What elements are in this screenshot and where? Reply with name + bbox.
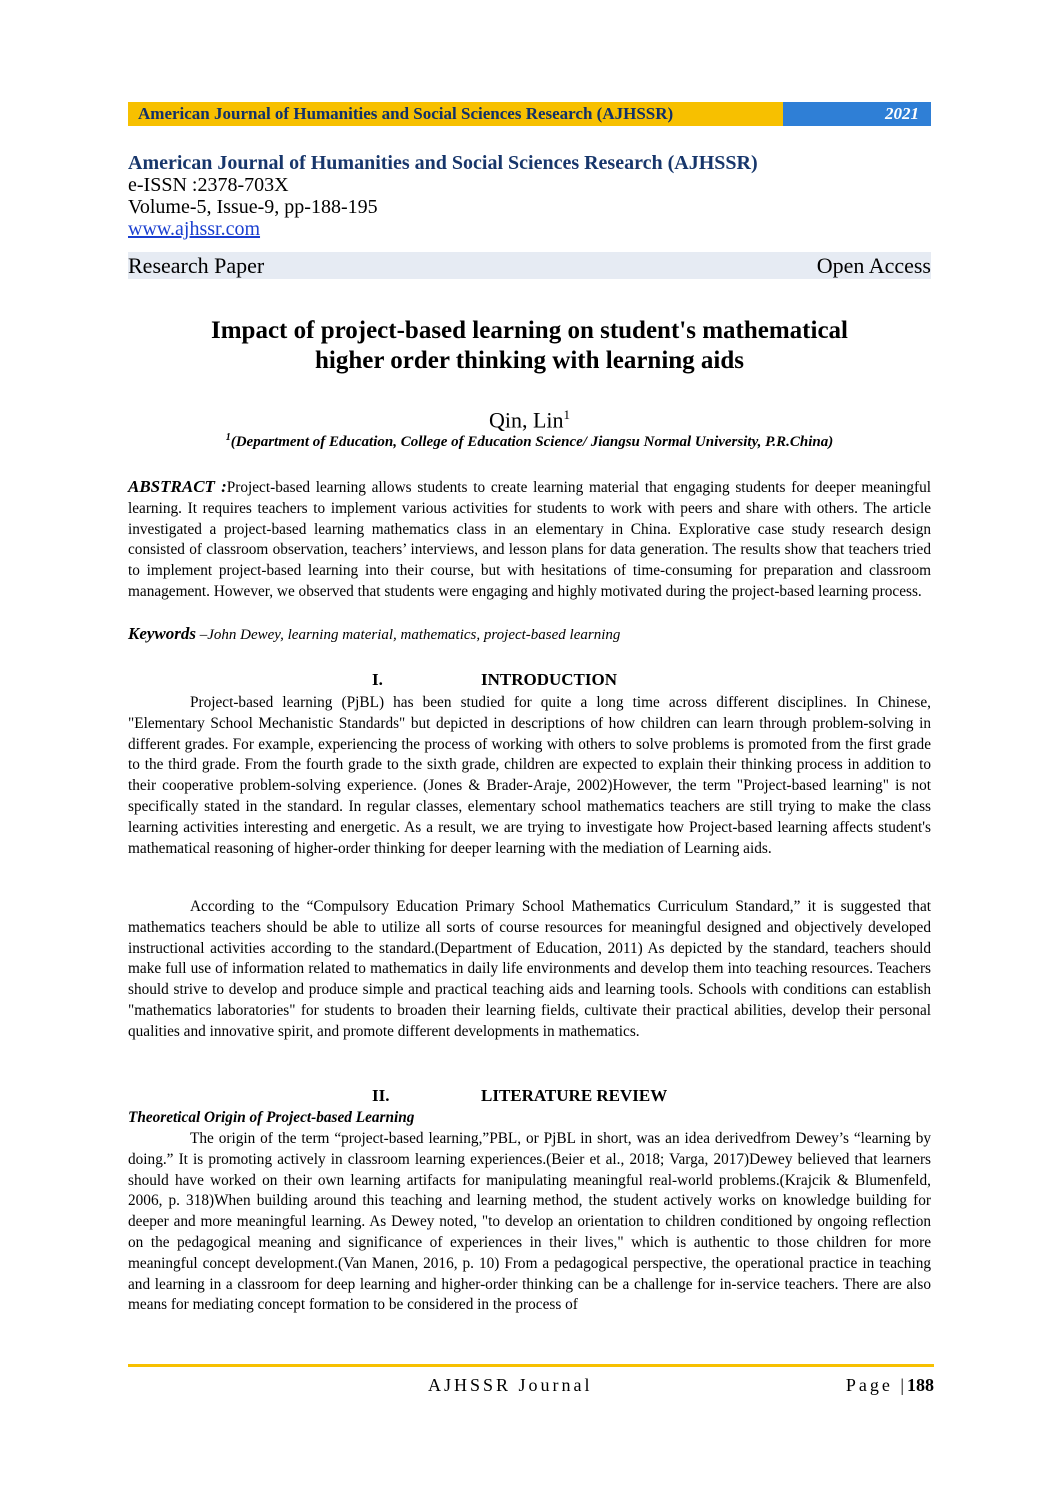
banner-year: 2021 [783, 102, 931, 126]
issn: e-ISSN :2378-703X [128, 174, 289, 196]
page-number: 188 [907, 1375, 934, 1395]
affiliation [128, 428, 931, 452]
paper-type: Research Paper [128, 253, 265, 278]
affiliation-superscript: 1 [225, 432, 231, 443]
volume-info: Volume-5, Issue-9, pp-188-195 [128, 196, 378, 218]
affiliation-text: (Department of Education, College of Education Science/ Jiangsu Normal University, P.R.China) [230, 434, 834, 450]
section-title: LITERATURE REVIEW [481, 1086, 668, 1105]
abstract-label: ABSTRACT : [128, 477, 227, 496]
journal-banner [128, 102, 931, 126]
keywords-text: –John Dewey, learning material, mathematics, project-based learning [196, 627, 621, 643]
footer-journal: AJHSSR Journal [428, 1375, 593, 1395]
literature-paragraph-1 [128, 1129, 931, 1316]
access-type: Open Access [816, 253, 931, 278]
section-number: I. [372, 670, 383, 689]
intro-paragraph-2 [128, 897, 931, 1043]
abstract-text: Project-based learning allows students to create learning material that engaging students for deeper meaningful learning. It requires teachers to implement various activities for students to work with peers and share with others. The article investigated a project-based learning mathematics class in an elementary in China. Explorative case study research design consisted of classroom observation, teachers’ interviews, and lesson plans for data generation. The results show that teachers tried to implement project-based learning into their course, but with hesitations of time-consuming for preparation and classroom management. However, we observed that students were engaging and highly motivated during the project-based learning process. [128, 479, 931, 600]
title-line-1: Impact of project-based learning on student's mathematical [211, 317, 848, 344]
journal-name: American Journal of Humanities and Social Sciences Research (AJHSSR) [128, 152, 758, 174]
title-line-2: higher order thinking with learning aids [314, 347, 745, 374]
journal-info [128, 152, 931, 240]
keywords [128, 624, 931, 645]
author-name: Qin, Lin [488, 407, 564, 433]
paragraph-text: Project-based learning (PjBL) has been studied for quite a long time across different disciplines. In Chinese, "Elementary School Mechanistic Standards" but depicted in descriptions of how children can learn through problem-solving in different grades. For example, experiencing the process of working with others to solve problems is promoted from the first grade to the third grade. From the fourth grade to the sixth grade, children are expected to explain their thinking process in addition to their cooperative problem-solving experience. (Jones & Brader-Araje, 2002)However, the term "Project-based learning" is not specifically stated in the standard. In regular classes, elementary school mathematics teachers are still trying to make the class learning activities interesting and energetic. As a result, we are trying to investigate how Project-based learning affects student's mathematical reasoning of higher-order thinking for deeper learning with the mediation of Learning aids. [128, 694, 931, 857]
page-label: Page | [845, 1375, 907, 1395]
section-number: II. [372, 1086, 390, 1105]
banner-journal-name: American Journal of Humanities and Social Sciences Research (AJHSSR) [128, 102, 783, 126]
subsection-heading: Theoretical Origin of Project-based Learning [128, 1109, 415, 1126]
paper-type-bar [128, 252, 931, 279]
footer-page [846, 1373, 934, 1397]
keywords-label: Keywords [128, 624, 196, 643]
footer-rule [128, 1364, 934, 1367]
abstract [128, 477, 931, 603]
article-title [128, 316, 931, 376]
paragraph-text: According to the “Compulsory Education Primary School Mathematics Curriculum Standard,” it is suggested that mathematics teachers should be able to utilize all sorts of course resources for meaningful designed and objectively developed instructional activities according to the standard.(Department of Education, 2011) As depicted by the standard, teachers should make full use of information related to mathematics in daily life environments and develop them into teaching resources. Teachers should strive to develop and produce simple and practical teaching aids and learning tools. Schools with conditions can establish "mathematics laboratories" for students to broaden their learning fields, cultivate their practical abilities, develop their personal qualities and innovative spirit, and promote different developments in mathematics. [128, 898, 931, 1040]
author-superscript: 1 [563, 407, 571, 422]
section-title: INTRODUCTION [481, 670, 618, 689]
paragraph-text: The origin of the term “project-based learning,”PBL, or PjBL in short, was an idea derivedfrom Dewey’s “learning by doing.” It is promoting actively in classroom learning experiences.(Beier et al., 2018; Varga, 2017)Dewey believed that learners should have worked on their own learning artifacts for manipulating meaningful real-world problems.(Krajcik & Blumenfeld, 2006, p. 318)When building around this teaching and learning method, the student actively works on knowledge building for deeper and more meaningful learning. As Dewey noted, "to develop an orientation to children conditioned by ongoing reflection on the pedagogical meaning and significance of experiences in their lives," which is authentic to those children for more meaningful concept development.(Van Manen, 2016, p. 10) From a pedagogical perspective, the operational practice in teaching and learning in a classroom for deep learning and higher-order thinking can be a challenge for in-service teachers. There are also means for mediating concept formation to be considered in the process of [128, 1130, 931, 1314]
website-link[interactable]: www.ajhssr.com [128, 218, 261, 240]
intro-paragraph-1 [128, 693, 931, 859]
